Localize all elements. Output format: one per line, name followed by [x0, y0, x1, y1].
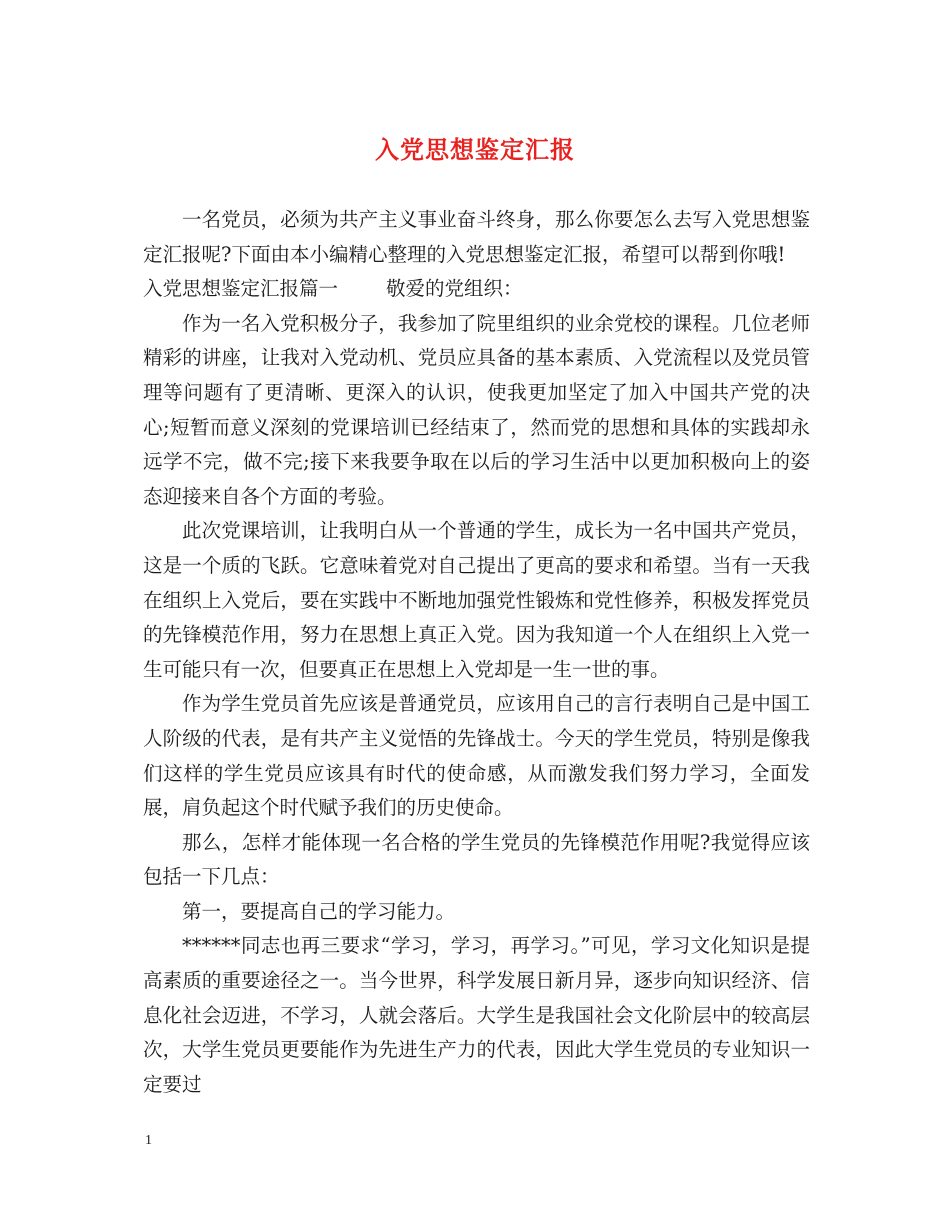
document-body [143, 203, 810, 1102]
intro-paragraph: 一名党员，必须为共产主义事业奋斗终身，那么你要怎么去写入党思想鉴定汇报呢?下面由本小编精心整理的入党思想鉴定汇报，希望可以帮到你哦! [143, 208, 810, 266]
section-heading-line [143, 272, 810, 307]
body-paragraph-5: 第一，要提高自己的学习能力。 [182, 899, 456, 923]
body-paragraph-4: 那么，怎样才能体现一名合格的学生党员的先锋模范作用呢?我觉得应该包括一下几点： [143, 830, 810, 889]
section-heading: 入党思想鉴定汇报篇一 [143, 277, 339, 301]
salutation: 敬爱的党组织： [386, 277, 523, 301]
body-paragraph-6: ******同志也再三要求“学习，学习，再学习。”可见，学习文化知识是提高素质的重要途径之一。当今世界，科学发展日新月异，逐步向知识经济、信息化社会迈进，不学习，人就会落后。大学生是我国社会文化阶层中的较高层次，大学生党员更要能作为先进生产力的代表，因此大学生党员的专业知识一定要过 [143, 934, 810, 1096]
body-paragraph-2: 此次党课培训，让我明白从一个普通的学生，成长为一名中国共产党员，这是一个质的飞跃。它意味着党对自己提出了更高的要求和希望。当有一天我在组织上入党后，要在实践中不断地加强党性锻炼和党性修养，积极发挥党员的先锋模范作用，努力在思想上真正入党。因为我知道一个人在组织上入党一生可能只有一次，但要真正在思想上入党却是一生一世的事。 [143, 519, 810, 681]
body-paragraph-3: 作为学生党员首先应该是普通党员，应该用自己的言行表明自己是中国工人阶级的代表，是有共产主义觉悟的先锋战士。今天的学生党员，特别是像我们这样的学生党员应该具有时代的使命感，从而激发我们努力学习，全面发展，肩负起这个时代赋予我们的历史使命。 [143, 692, 810, 820]
page-number: 1 [145, 1133, 152, 1148]
body-paragraph-1: 作为一名入党积极分子，我参加了院里组织的业余党校的课程。几位老师精彩的讲座，让我对入党动机、党员应具备的基本素质、入党流程以及党员管理等问题有了更清晰、更深入的认识，使我更加坚定了加入中国共产党的决心;短暂而意义深刻的党课培训已经结束了，然而党的思想和具体的实践却永远学不完，做不完;接下来我要争取在以后的学习生活中以更加积极向上的姿态迎接来自各个方面的考验。 [143, 311, 810, 508]
document-title: 入党思想鉴定汇报 [375, 135, 575, 164]
